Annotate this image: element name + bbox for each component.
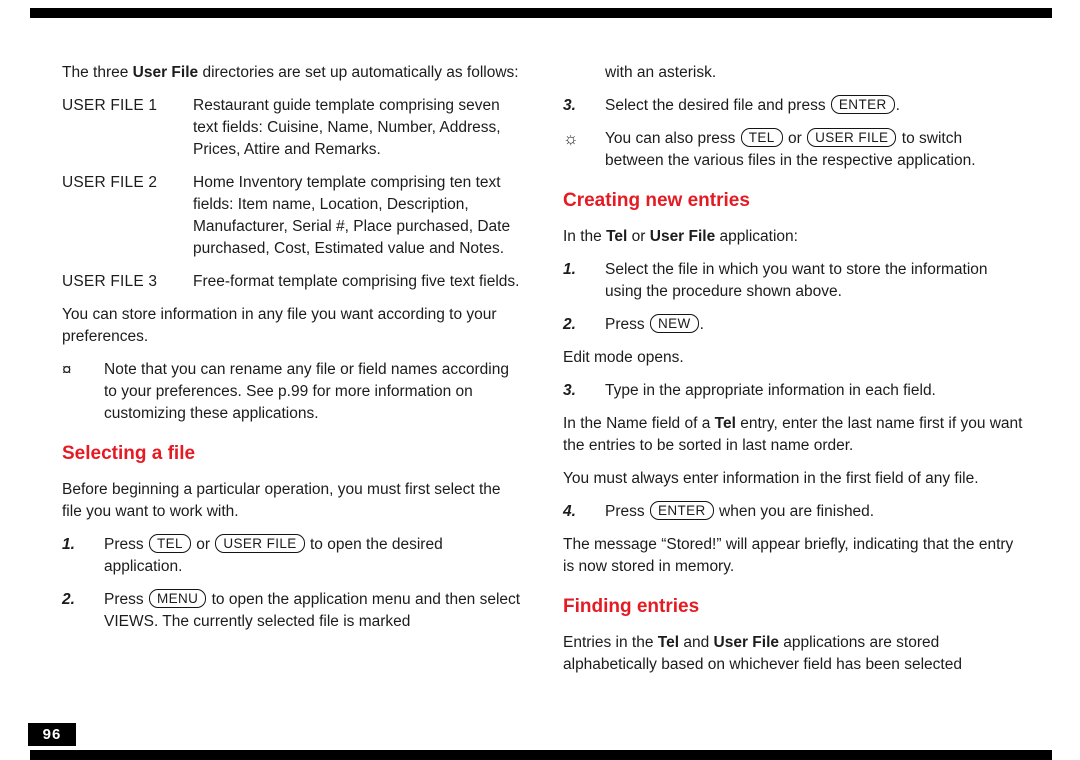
keycap-user-file: USER FILE	[215, 534, 304, 553]
text-run: .	[699, 316, 704, 333]
step-text	[605, 501, 1023, 523]
step-text	[104, 589, 522, 633]
keycap-enter: ENTER	[650, 501, 714, 520]
bold-text-run: Tel	[714, 415, 736, 432]
keycap-new: NEW	[650, 314, 699, 333]
text-run: You can store information in any file you want according to your preferences.	[62, 306, 497, 345]
text-run: or	[627, 228, 650, 245]
left-column	[62, 62, 522, 644]
text-run: application:	[715, 228, 798, 245]
bulb-icon: ☼	[563, 129, 579, 148]
paragraph	[62, 479, 522, 523]
text-run: when you are finished.	[714, 503, 875, 520]
section-heading: Creating new entries	[563, 190, 750, 211]
text-run: entry, enter the last name first if you want the entries to be sorted in last name order.	[563, 415, 1023, 454]
page-number-badge	[28, 723, 76, 746]
definition-text	[193, 271, 522, 293]
note-icon: ¤	[62, 360, 72, 379]
step-number: 2.	[62, 591, 75, 608]
text-run: directories are set up automatically as follows:	[198, 64, 519, 81]
text-run: Before beginning a particular operation, you must first select the file you want to work with.	[62, 481, 501, 520]
numbered-step	[62, 589, 522, 633]
text-run: Entries in the	[563, 634, 658, 651]
step-number: 3.	[563, 382, 576, 399]
section-heading: Selecting a file	[62, 443, 196, 464]
definition-text	[193, 95, 522, 161]
note	[62, 359, 522, 425]
top-page-rule	[30, 8, 1052, 18]
numbered-step	[563, 380, 1023, 402]
text-run: Type in the appropriate information in each field.	[605, 382, 936, 399]
numbered-step	[62, 534, 522, 578]
definition-row	[62, 172, 522, 260]
definition-text	[193, 172, 522, 260]
text-run: The three	[62, 64, 133, 81]
step-text	[605, 259, 1023, 303]
text-run: Select the file in which you want to store the information using the procedure shown above.	[605, 261, 988, 300]
step-text	[605, 95, 1023, 117]
right-column	[563, 62, 1023, 687]
section-heading: Finding entries	[563, 596, 700, 617]
text-run: Press	[605, 503, 649, 520]
numbered-step	[563, 314, 1023, 336]
definition-term: USER FILE 3	[62, 273, 158, 290]
step-number: 1.	[563, 261, 576, 278]
text-run: and	[679, 634, 714, 651]
text-run: You must always enter information in the first field of any file.	[563, 470, 979, 487]
bold-text-run: User File	[713, 634, 779, 651]
paragraph	[563, 413, 1023, 457]
bold-text-run: Tel	[606, 228, 628, 245]
text-run: or	[191, 536, 215, 553]
keycap-enter: ENTER	[831, 95, 895, 114]
paragraph	[62, 62, 522, 84]
keycap-tel: TEL	[149, 534, 191, 553]
text-run: to open the application menu and then select VIEWS. The currently selected file is marked	[104, 591, 521, 630]
text-run: Home Inventory template comprising ten text fields: Item name, Location, Description, Manufacturer, Serial #, Place purchased, Date purchased, Cost, Estimated value and Notes.	[193, 174, 511, 257]
paragraph	[563, 632, 1023, 676]
paragraph	[605, 62, 1023, 84]
step-number: 1.	[62, 536, 75, 553]
text-run: Free-format template comprising five text fields.	[193, 273, 520, 290]
text-run: to switch between the various files in the respective application.	[605, 130, 976, 169]
keycap-user-file: USER FILE	[807, 128, 896, 147]
step-number: 2.	[563, 316, 576, 333]
paragraph	[563, 534, 1023, 578]
text-run: or	[783, 130, 807, 147]
bold-text-run: User File	[649, 228, 716, 245]
text-run: applications are stored alphabetically based on whichever field has been selected	[563, 634, 962, 673]
text-run: Press	[104, 591, 148, 608]
text-run: .	[895, 97, 900, 114]
numbered-step	[563, 259, 1023, 303]
paragraph	[563, 347, 1023, 369]
step-number: 4.	[563, 503, 576, 520]
definition-row	[62, 271, 522, 293]
text-run: You can also press	[605, 130, 740, 147]
numbered-step	[563, 95, 1023, 117]
paragraph	[563, 468, 1023, 490]
text-run: with an asterisk.	[605, 64, 717, 81]
paragraph	[62, 304, 522, 348]
text-run: to open the desired application.	[104, 536, 443, 575]
keycap-menu: MENU	[149, 589, 206, 608]
definition-row	[62, 95, 522, 161]
text-run: In the Name field of a	[563, 415, 715, 432]
step-number: 3.	[563, 97, 576, 114]
paragraph	[563, 226, 1023, 248]
note-text	[605, 128, 1023, 172]
definition-term: USER FILE 2	[62, 174, 158, 191]
definition-term: USER FILE 1	[62, 97, 158, 114]
page-number: 96	[42, 726, 62, 743]
text-run: Note that you can rename any file or field names according to your preferences. See p.99 for more information on customizing these applications.	[104, 361, 509, 422]
keycap-tel: TEL	[741, 128, 783, 147]
bold-text-run: User File	[132, 64, 199, 81]
step-text	[104, 534, 522, 578]
numbered-step	[563, 501, 1023, 523]
text-run: Select the desired file and press	[605, 97, 830, 114]
note-text	[104, 359, 522, 425]
step-text	[605, 380, 1023, 402]
bottom-page-rule	[30, 750, 1052, 760]
definition-list	[62, 95, 522, 293]
bold-text-run: Tel	[657, 634, 680, 651]
text-run: Restaurant guide template comprising seven text fields: Cuisine, Name, Number, Address, Prices, Attire and Remarks.	[193, 97, 501, 158]
text-run: Press	[104, 536, 148, 553]
text-run: In the	[563, 228, 607, 245]
text-run: Press	[605, 316, 649, 333]
text-run: The message “Stored!” will appear briefly, indicating that the entry is now stored in memory.	[563, 536, 1014, 575]
text-run: Edit mode opens.	[563, 349, 684, 366]
note	[563, 128, 1023, 172]
step-text	[605, 314, 1023, 336]
